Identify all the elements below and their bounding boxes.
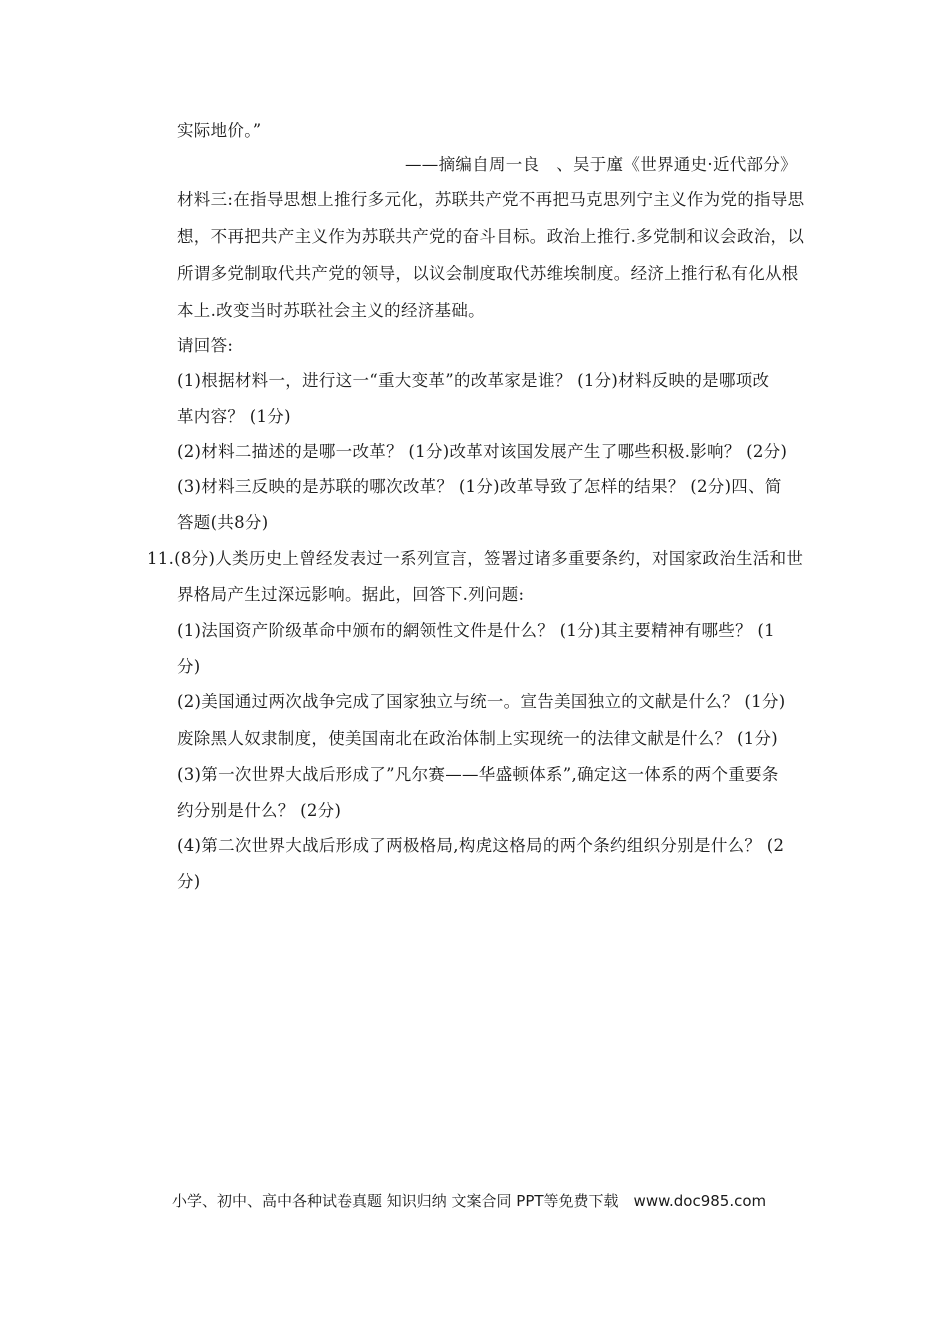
material3-line: 材料三:在指导思想上推行多元化，苏联共产党不再把马克思列宁主义作为党的指导思: [177, 190, 805, 209]
question-line: (3)第一次世界大战后形成了”凡尔赛——华盛顿体系”,确定这一体系的两个重要条: [177, 765, 779, 784]
question-line: 分): [177, 657, 201, 676]
question-line: (3)材料三反映的是苏联的哪次改革？ (1分)改革导致了怎样的结果？ (2分)四、简: [177, 477, 782, 496]
question-line: (2)美国通过两次战争完成了国家独立与统一。宣告美国独立的文献是什么？ (1分): [177, 692, 786, 711]
question-line: (4)第二次世界大战后形成了两极格局,构虎这格局的两个条约组织分别是什么？ (2: [177, 836, 785, 855]
question-line: 约分别是什么？ (2分): [177, 801, 342, 820]
material3-line: 所谓多党制取代共产党的领导，以议会制度取代苏维埃制度。经济上推行私有化从根: [177, 264, 799, 283]
page-footer: 小学、初中、高中各种试卷真题 知识归纳 文案合同 PPT等免费下载 www.doc985.com: [172, 1192, 767, 1210]
material3-line: 本上.改变当时苏联社会主义的经济基础。: [177, 301, 485, 320]
question-line: (1)法国资产阶级革命中颁布的網领性文件是什么？ (1分)其主要精神有哪些？ (1: [177, 621, 775, 640]
material2-source: ——摘编自周一良 、吴于廑《世界通史·近代部分》: [405, 155, 797, 174]
question-11-intro: 界格局产生过深远影响。据此，回答下.列问题:: [177, 585, 525, 604]
material3-line: 想，不再把共产主义作为苏联共产党的奋斗目标。政治上推行.多党制和议会政治，以: [177, 227, 805, 246]
question-11-intro: 11.(8分)人类历史上曾经发表过一系列宣言，签署过诸多重要条约，对国家政治生活和世: [147, 549, 804, 568]
question-line: (1)根据材料一，进行这一“重大变革”的改革家是谁？ (1分)材料反映的是哪项改: [177, 371, 770, 390]
question-line: 分): [177, 872, 201, 891]
question-line: 废除黑人奴隶制度，使美国南北在政治体制上实现统一的法律文献是什么？ (1分): [177, 729, 779, 748]
question-line: 革内容？ (1分): [177, 407, 291, 426]
material2-tail: 实际地价。”: [177, 121, 262, 140]
answer-prompt: 请回答:: [177, 336, 234, 355]
question-line: (2)材料二描述的是哪一改革？ (1分)改革对该国发展产生了哪些积极.影响？ (2分): [177, 442, 788, 461]
question-line: 答题(共8分): [177, 513, 269, 532]
